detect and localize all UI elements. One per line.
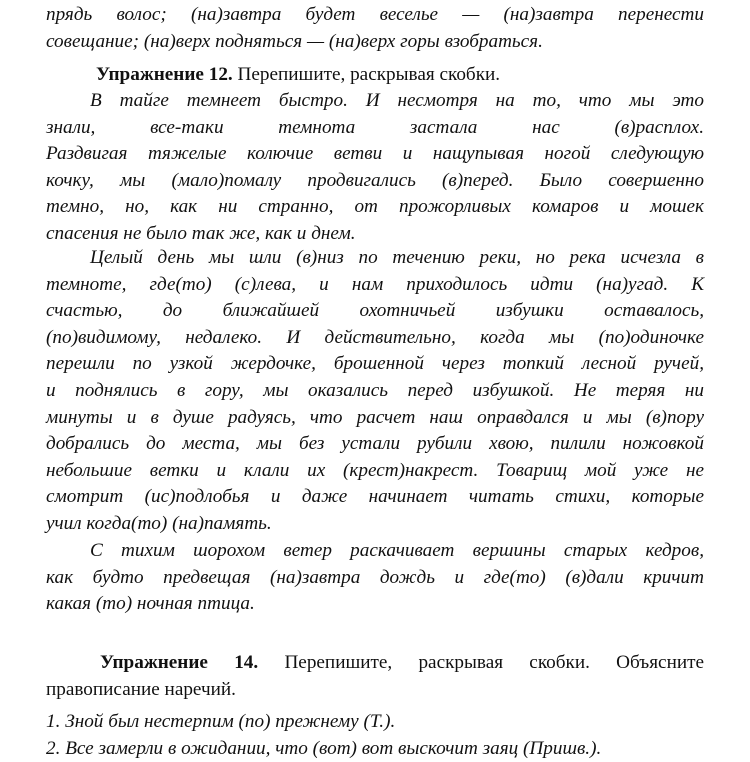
text-line: и поднялись в гору, мы оказались перед избушкой. Не теряя ни: [46, 379, 704, 401]
exercise-12-paragraph-2: [46, 245, 704, 538]
text-line: темно, но, как ни странно, от прожорливых комаров и мошек: [46, 196, 704, 218]
text-line: какая (то) ночная птица.: [46, 593, 255, 615]
exercise-12-instruction: Перепишите, раскрывая скобки.: [237, 64, 501, 85]
list-item: 2. Все замерли в ожидании, что (вот) вот выскочит заяц (Пришв.).: [46, 737, 602, 759]
text-line: С тихим шорохом ветер раскачивает вершины старых кедров,: [90, 540, 704, 561]
text-line: спасения не было так же, как и днем.: [46, 222, 356, 244]
text-line: минуты и в душе радуясь, что расчет наш оправдался и мы (в)пору: [46, 406, 704, 428]
text-line: смотрит (ис)подлобья и даже начинает читать стихи, которые: [46, 486, 704, 508]
exercise-12-paragraph-3: [46, 538, 704, 618]
text-line: совещание; (на)верх подняться — (на)верх горы взобраться.: [46, 30, 543, 52]
text-line: как будто предвещая (на)завтра дождь и где(то) (в)дали кричит: [46, 566, 704, 588]
text-line: Раздвигая тяжелые колючие ветви и нащупывая ногой следующую: [46, 143, 704, 165]
exercise-14-title: Упражнение 14.: [100, 652, 259, 673]
exercise-12-title: Упражнение 12.: [96, 64, 233, 85]
text-line: (по)видимому, недалеко. И действительно, когда мы (по)одиночке: [46, 326, 704, 348]
text-line: темноте, где(то) (с)лева, и нам приходилось идти (на)угад. К: [46, 273, 704, 295]
exercise-14-heading: [46, 650, 704, 703]
exercise-14-list: [46, 709, 746, 762]
text-line: кочку, мы (мало)помалу продвигались (в)перед. Было совершенно: [46, 169, 704, 191]
text-line: Целый день мы шли (в)низ по течению реки, но река исчезла в: [90, 247, 704, 268]
text-line: перешли по узкой жердочке, брошенной через топкий лесной ручей,: [46, 353, 704, 375]
exercise-14-instruction: Перепишите, раскрывая скобки. Объясните: [284, 652, 705, 673]
list-item: 1. Зной был нестерпим (по) прежнему (Т.).: [46, 711, 396, 732]
exercise-12-paragraph-1: [46, 88, 704, 248]
text-line: учил когда(то) (на)память.: [46, 512, 272, 534]
text-line: знали, все-таки темнота застала нас (в)расплох.: [46, 116, 704, 138]
text-line: добрались до места, мы без устали рубили хвою, пилили ножовкой: [46, 433, 704, 455]
text-line: прядь волос; (на)завтра будет веселье — (на)завтра перенести: [46, 4, 704, 25]
text-line: счастью, до ближайшей охотничьей избушки оставалось,: [46, 300, 704, 322]
text-line: В тайге темнеет быстро. И несмотря на то, что мы это: [90, 90, 704, 111]
exercise-12-heading: [96, 62, 716, 89]
text-line: правописание наречий.: [46, 678, 236, 700]
text-line: небольшие ветки и клали их (крест)накрест. Товарищ мой уже не: [46, 459, 704, 481]
text-line: [46, 650, 704, 677]
intro-fragment: [46, 2, 704, 55]
